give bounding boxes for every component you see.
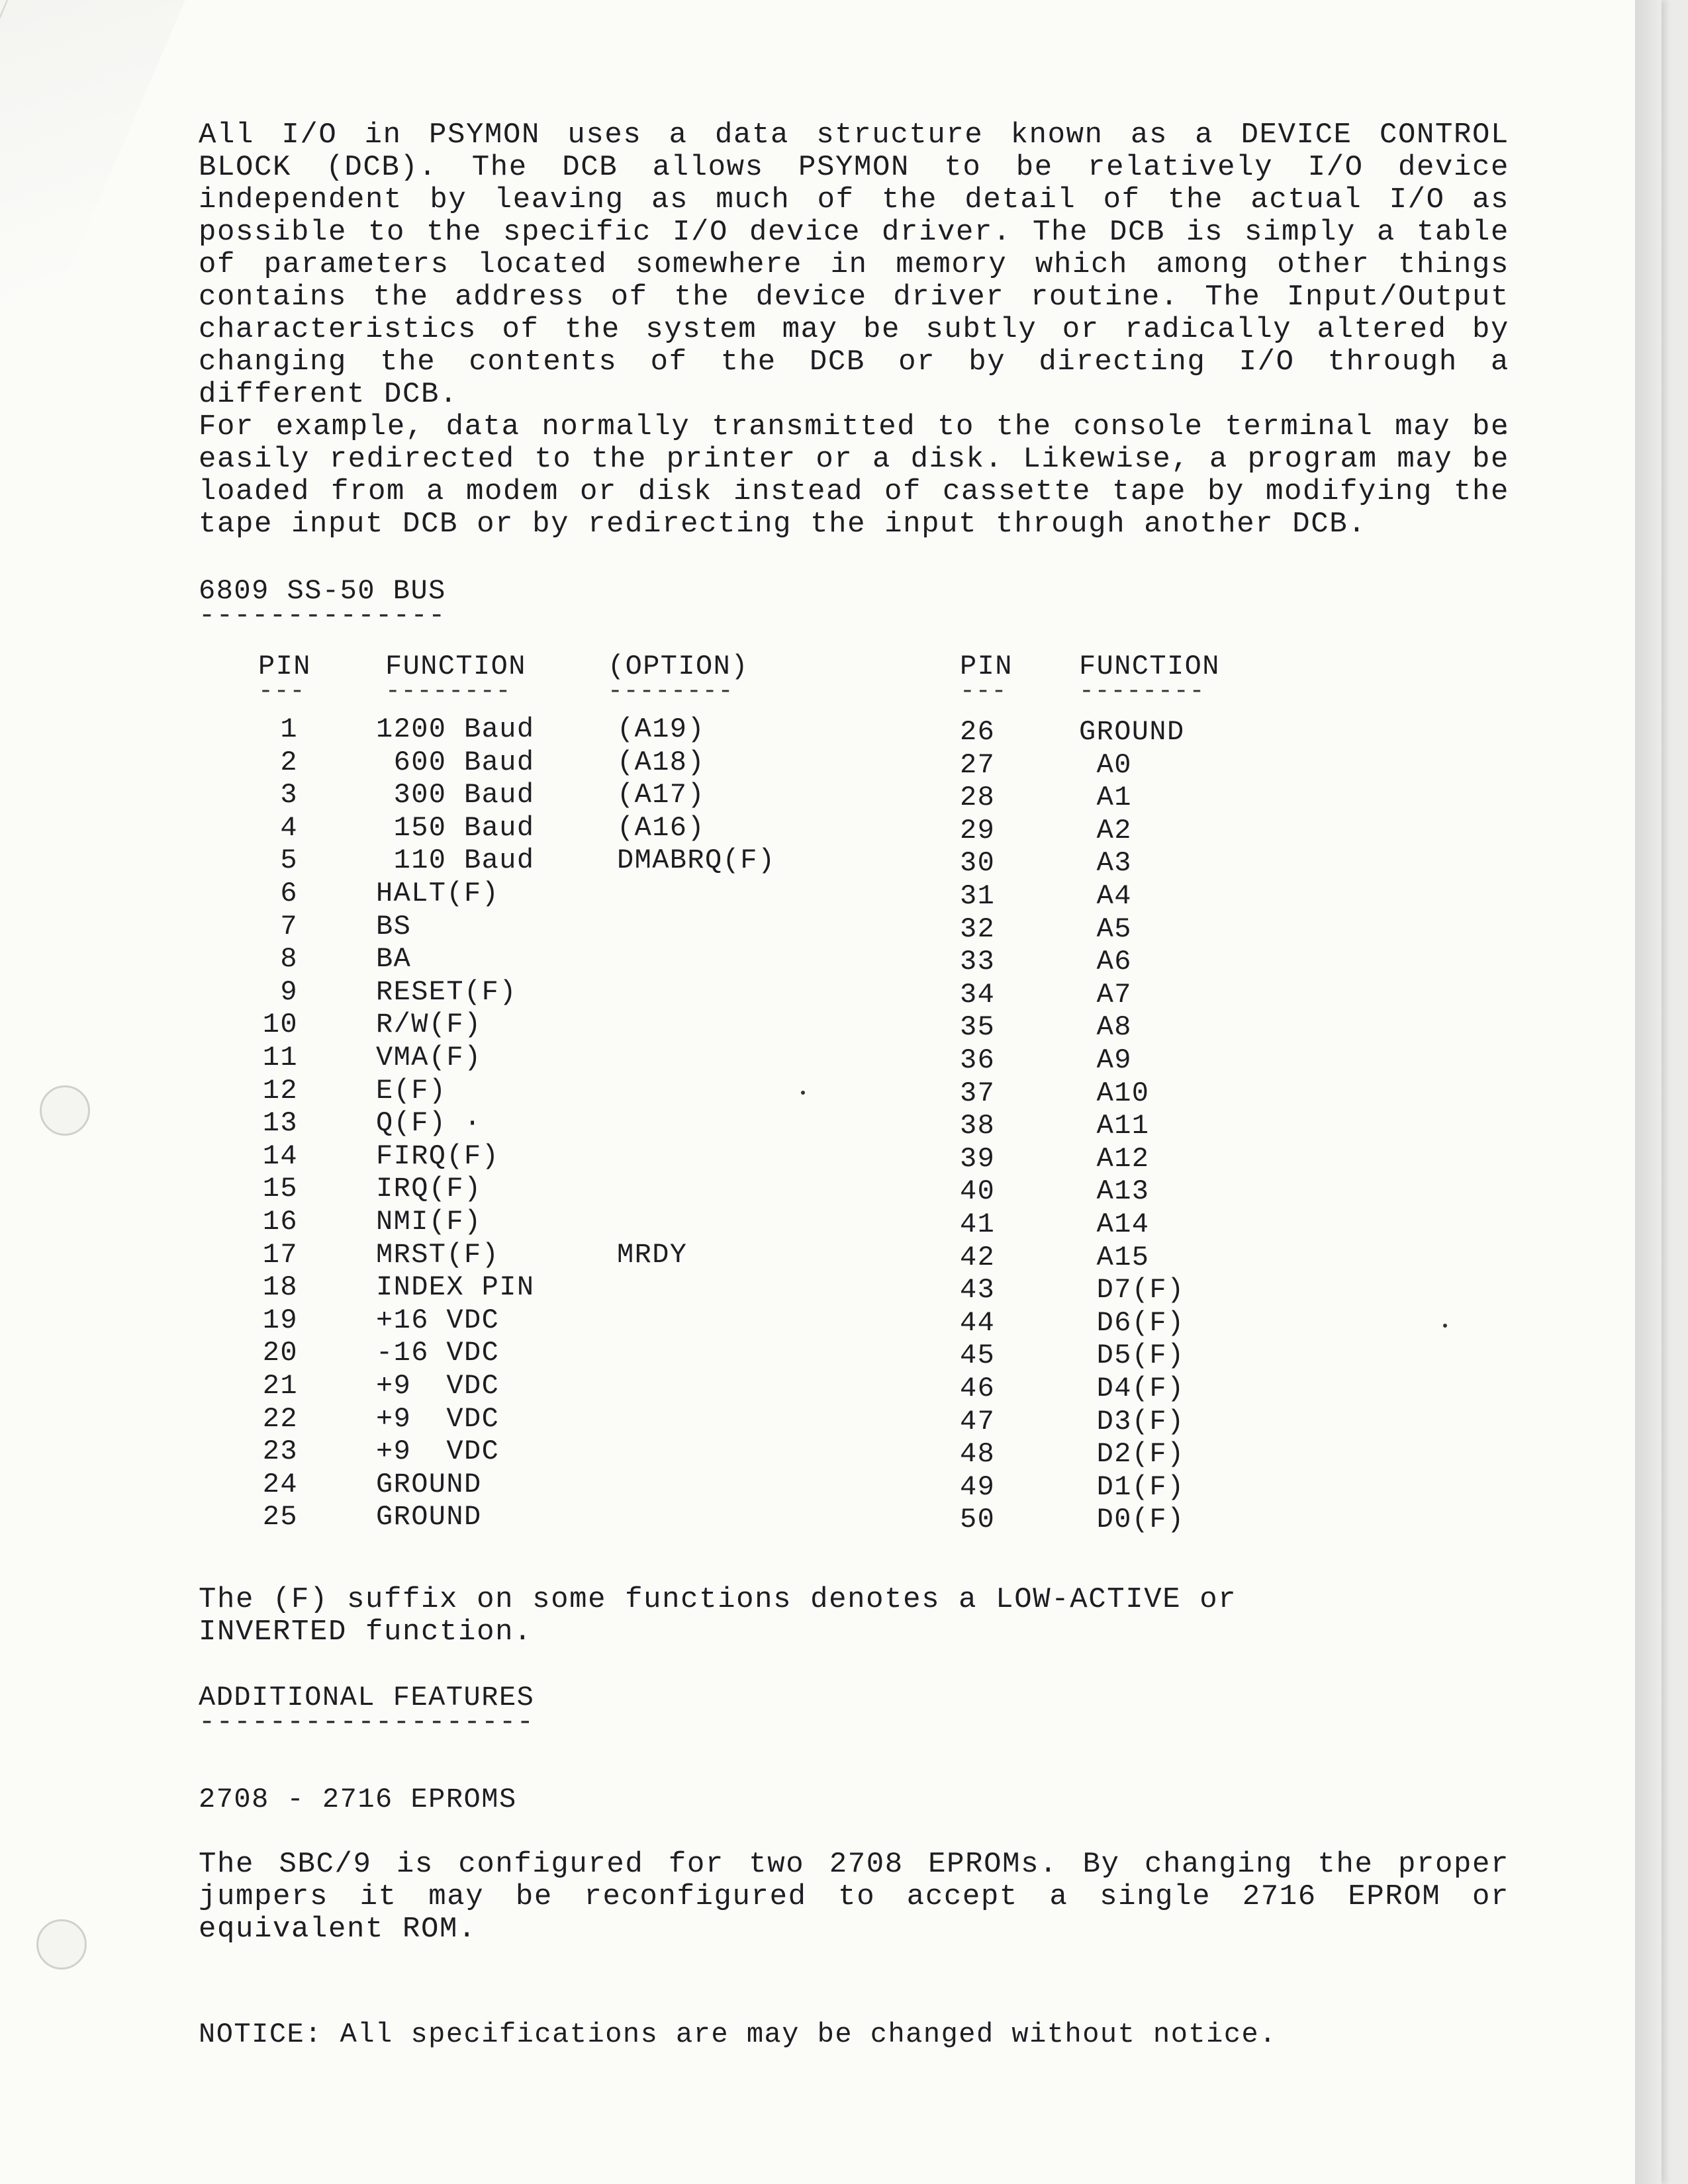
- pin-function: D3(F): [1079, 1405, 1185, 1437]
- pin-option: (A16): [617, 811, 706, 844]
- header-underline: --------: [1079, 677, 1205, 705]
- pin-number: 16: [262, 1206, 298, 1238]
- pin-number: 39: [960, 1142, 996, 1175]
- page-content: [199, 119, 1509, 2050]
- pin-number: 37: [960, 1077, 996, 1109]
- pin-number: 27: [960, 749, 996, 781]
- pin-number: 15: [262, 1173, 298, 1205]
- pin-function: IRQ(F): [376, 1173, 482, 1205]
- pin-number: 24: [262, 1468, 298, 1500]
- pin-function: -16 VDC: [376, 1337, 500, 1369]
- pin-function: A11: [1079, 1110, 1150, 1142]
- pin-number: 21: [262, 1370, 298, 1402]
- pin-number: 41: [960, 1208, 996, 1240]
- pin-function: 1200 Baud: [376, 713, 535, 745]
- pin-function: BS: [376, 910, 412, 942]
- paragraph-dcb-intro: All I/O in PSYMON uses a data structure known as a DEVICE CONTROL BLOCK (DCB). The DCB allows PSYMON to be relatively I/O device independent by leaving as much of the detail of the actual I/O as possible to the specific I/O device driver. The DCB is simply a table of parameters located somewhere in memory which among other things contains the address of the device driver routine. The Input/Output characteristics of the system may be subtly or radically altered by changing the contents of the DCB or by directing I/O through a different DCB.: [199, 118, 1509, 411]
- pin-number: 36: [960, 1044, 996, 1076]
- pin-function: A10: [1079, 1077, 1150, 1109]
- pin-option: DMABRQ(F): [617, 844, 776, 877]
- pin-function: +9 VDC: [376, 1402, 500, 1435]
- pin-number: 43: [960, 1274, 996, 1306]
- pin-number: 25: [262, 1501, 298, 1533]
- pin-function: +9 VDC: [376, 1370, 500, 1402]
- page-edge-shadow: [1635, 0, 1662, 2184]
- pin-function: A5: [1079, 913, 1132, 945]
- pin-number: 34: [960, 978, 996, 1011]
- pin-option: MRDY: [617, 1238, 688, 1271]
- pin-number: 5: [280, 844, 298, 877]
- pin-function: Q(F) ·: [376, 1107, 482, 1140]
- pin-number: 29: [960, 814, 996, 846]
- pin-function: FIRQ(F): [376, 1140, 500, 1172]
- pin-number: 45: [960, 1340, 996, 1372]
- binder-hole: [36, 1919, 87, 1970]
- suffix-note-block: [199, 1584, 1509, 1649]
- pin-function: MRST(F): [376, 1238, 500, 1271]
- header-right-function: FUNCTION: [1079, 651, 1220, 682]
- pin-number: 7: [280, 910, 298, 942]
- pin-function: R/W(F): [376, 1009, 482, 1041]
- pin-number: 10: [262, 1009, 298, 1041]
- pin-number: 11: [262, 1042, 298, 1073]
- pin-function: INDEX PIN: [376, 1271, 535, 1304]
- notice-line: NOTICE: All specifications are may be changed without notice.: [199, 2019, 1277, 2050]
- eprom-paragraph: The SBC/9 is configured for two 2708 EPROMs. By changing the proper jumpers it may be reconfigured to accept a single 2716 EPROM or equivalent ROM.: [199, 1848, 1509, 1946]
- pin-function: 600 Baud: [376, 746, 535, 778]
- pin-number: 40: [960, 1175, 996, 1208]
- pin-number: 1: [280, 713, 298, 745]
- pin-function: NMI(F): [376, 1206, 482, 1238]
- pin-number: 28: [960, 782, 996, 814]
- pin-function: A14: [1079, 1208, 1150, 1240]
- eprom-subheading: 2708 - 2716 EPROMS: [199, 1784, 517, 1815]
- pin-number: 44: [960, 1306, 996, 1339]
- pin-function: BA: [376, 943, 412, 976]
- additional-features-section: [199, 1682, 1509, 2050]
- pin-number: 13: [262, 1107, 298, 1140]
- pin-function: 300 Baud: [376, 779, 535, 811]
- pin-function: A8: [1079, 1011, 1132, 1044]
- pin-number: 47: [960, 1405, 996, 1437]
- header-left-pin: PIN: [258, 651, 311, 682]
- pin-function: A13: [1079, 1175, 1150, 1208]
- pin-number: 17: [262, 1238, 298, 1271]
- pin-function: D7(F): [1079, 1274, 1185, 1306]
- header-underline: ---: [960, 677, 1008, 705]
- pin-number: 23: [262, 1435, 298, 1468]
- pin-function: A7: [1079, 978, 1132, 1011]
- suffix-note: The (F) suffix on some functions denotes a LOW-ACTIVE or INVERTED function.: [199, 1583, 1237, 1649]
- pin-number: 9: [280, 976, 298, 1008]
- pin-number: 6: [280, 878, 298, 909]
- pin-table: [199, 651, 1509, 1570]
- header-left-function: FUNCTION: [385, 651, 526, 682]
- pin-function: A15: [1079, 1241, 1150, 1273]
- pin-function: D4(F): [1079, 1373, 1185, 1404]
- pin-number: 4: [280, 811, 298, 844]
- pin-number: 46: [960, 1373, 996, 1404]
- header-right-pin: PIN: [960, 651, 1013, 682]
- pin-function: 110 Baud: [376, 844, 535, 877]
- pin-function: 150 Baud: [376, 811, 535, 844]
- pin-function: GROUND: [376, 1468, 482, 1500]
- pin-function: D6(F): [1079, 1306, 1185, 1339]
- pin-number: 31: [960, 880, 996, 912]
- pin-function: A0: [1079, 749, 1132, 781]
- bus-heading-underline: --------------: [199, 600, 446, 631]
- pin-number: 35: [960, 1011, 996, 1044]
- pin-number: 8: [280, 943, 298, 976]
- pin-number: 22: [262, 1402, 298, 1435]
- paragraph-dcb-example: For example, data normally transmitted to the console terminal may be easily redirected to the printer or a disk. Likewise, a program may be loaded from a modem or disk instead of cassette tape by modifying the tape input DCB or by redirecting the input through another DCB.: [199, 410, 1509, 541]
- pin-option: (A19): [617, 713, 706, 745]
- pin-function: D1(F): [1079, 1471, 1185, 1503]
- pin-function: VMA(F): [376, 1042, 482, 1073]
- pin-number: 20: [262, 1337, 298, 1369]
- pin-function: A9: [1079, 1044, 1132, 1076]
- bus-heading-text: 6809 SS-50 BUS: [199, 575, 446, 607]
- pin-option: (A17): [617, 779, 706, 811]
- bus-section-heading: [199, 575, 1509, 631]
- pin-number: 12: [262, 1074, 298, 1107]
- header-underline: ---: [258, 677, 306, 705]
- pin-number: 2: [280, 746, 298, 778]
- pin-function: HALT(F): [376, 878, 500, 909]
- pin-number: 48: [960, 1438, 996, 1471]
- pin-function: +16 VDC: [376, 1304, 500, 1336]
- pin-function: A3: [1079, 847, 1132, 880]
- pin-number: 42: [960, 1241, 996, 1273]
- pin-function: A2: [1079, 814, 1132, 846]
- pin-number: 18: [262, 1271, 298, 1304]
- pin-function: GROUND: [1079, 716, 1185, 748]
- pin-function: A4: [1079, 880, 1132, 912]
- pin-number: 14: [262, 1140, 298, 1172]
- header-underline: --------: [608, 677, 734, 705]
- pin-number: 38: [960, 1110, 996, 1142]
- binder-hole: [40, 1085, 90, 1136]
- pin-number: 30: [960, 847, 996, 880]
- header-underline: --------: [385, 677, 512, 705]
- pin-number: 33: [960, 946, 996, 978]
- pin-number: 3: [280, 779, 298, 811]
- pin-option: (A18): [617, 746, 706, 778]
- pin-function: A6: [1079, 946, 1132, 978]
- pin-function: A1: [1079, 782, 1132, 814]
- pin-function: A12: [1079, 1142, 1150, 1175]
- pin-function: GROUND: [376, 1501, 482, 1533]
- pin-function: D5(F): [1079, 1340, 1185, 1372]
- header-left-option: (OPTION): [608, 651, 749, 682]
- pin-function: D0(F): [1079, 1504, 1185, 1536]
- pin-number: 32: [960, 913, 996, 945]
- pin-number: 50: [960, 1504, 996, 1536]
- pin-function: D2(F): [1079, 1438, 1185, 1471]
- pin-number: 19: [262, 1304, 298, 1336]
- pin-function: +9 VDC: [376, 1435, 500, 1468]
- pin-function: E(F): [376, 1074, 447, 1107]
- additional-heading-underline: -------------------: [199, 1706, 535, 1738]
- additional-heading: ADDITIONAL FEATURES: [199, 1682, 535, 1713]
- pin-number: 49: [960, 1471, 996, 1503]
- pin-number: 26: [960, 716, 996, 748]
- pin-function: RESET(F): [376, 976, 517, 1008]
